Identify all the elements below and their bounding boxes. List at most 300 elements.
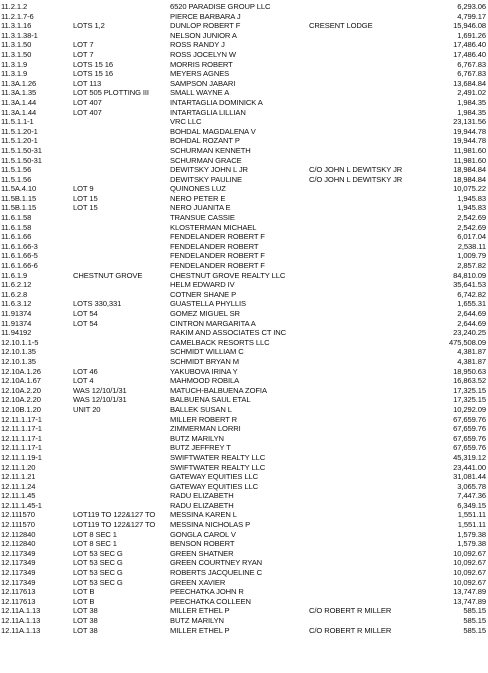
table-row [0,136,488,146]
owner-name: PEECHATKA COLLEEN [170,596,251,606]
parcel-id: 12.117613 [1,587,36,597]
amount: 45,319.12 [453,452,486,462]
lot-description: LOT 53 SEC G [73,568,123,578]
owner-name: ROBERTS JACQUELINE C [170,568,262,578]
parcel-id: 12.111570 [1,520,35,530]
parcel-id: 11.3.1.9 [1,59,28,69]
parcel-id: 12.10.1.35 [1,347,36,357]
amount: 1,655.31 [457,299,486,309]
owner-name: MILLER ETHEL P [170,625,230,635]
table-row [0,434,488,444]
owner-name: SMALL WAYNE A [170,88,230,98]
lot-description: LOT 407 [73,97,102,107]
parcel-id: 11.3A.1.44 [1,97,37,107]
owner-name: GREEN XAVIER [170,577,226,587]
amount: 23,240.25 [453,328,486,338]
parcel-id: 11.91374 [1,309,32,318]
parcel-id: 12.11.1.17-1 [1,424,42,434]
table-row [0,223,488,233]
parcel-id: 12.11.1.19-1 [1,452,42,462]
amount: 23,131.56 [453,117,486,127]
table-row [0,510,488,520]
parcel-id: 11.6.2.8 [1,289,28,299]
lot-description: LOT 15 [73,193,98,203]
table-row [0,597,488,607]
lot-description: LOT119 TO 122&127 TO [73,510,156,520]
owner-name: SWIFTWATER REALTY LLC [170,462,266,472]
amount: 6,767.83 [457,69,486,79]
lot-description: LOTS 330,331 [73,299,122,309]
owner-name: CINTRON MARGARITA A [170,318,256,328]
table-row [0,261,488,271]
amount: 10,075.22 [453,184,486,194]
table-row [0,213,488,223]
parcel-id: 12.11A.1.13 [1,625,41,635]
amount: 1,009.79 [457,251,486,261]
owner-name: INTARTAGLIA LILLIAN [170,107,246,117]
owner-name: MATUCH-BALBUENA ZOFIA [170,385,267,395]
table-row [0,127,488,137]
owner-name: COTNER SHANE P [170,289,237,299]
amount: 11,981.60 [453,145,486,155]
owner-name: MEYERS AGNES [170,69,230,79]
amount: 3,065.78 [457,481,486,491]
table-row [0,530,488,540]
care-of: C/O ROBERT R MILLER [309,606,392,616]
lot-description: CHESTNUT GROVE [73,270,143,280]
parcel-id: 12.117349 [1,577,36,587]
amount: 11,981.60 [453,155,486,165]
lot-description: LOT 7 [73,40,94,50]
owner-name: CHESTNUT GROVE REALTY LLC [170,270,286,280]
lot-description: LOT 4 [73,376,94,386]
parcel-id: 11.6.1.58 [1,222,32,232]
owner-name: INTARTAGLIA DOMINICK A [170,97,263,107]
table-row [0,558,488,568]
amount: 67,659.76 [453,414,486,424]
lot-description: LOT 38 [73,616,98,625]
parcel-id: 12.10A.2.20 [1,385,41,395]
table-row [0,463,488,473]
owner-name: TRANSUE CASSIE [170,213,235,223]
amount: 4,381.87 [457,356,486,366]
parcel-id: 12.11A.1.13 [1,616,41,625]
table-row [0,290,488,300]
parcel-id: 11.3.1.38-1 [1,30,38,40]
owner-name: NERO JUANITA E [170,203,231,213]
parcel-id: 11.3A.1.26 [1,78,37,88]
lot-description: LOT 8 SEC 1 [73,529,117,539]
parcel-id: 11.6.1.66-6 [1,261,38,271]
owner-name: CAMELBACK RESORTS LLC [170,337,270,347]
owner-name: BALLEK SUSAN L [170,404,232,414]
parcel-id: 12.112840 [1,539,36,549]
parcel-id: 11.3.1.50 [1,40,32,50]
owner-name: SWIFTWATER REALTY LLC [170,452,266,462]
table-row [0,98,488,108]
table-row [0,501,488,511]
amount: 1,551.11 [457,510,486,520]
parcel-id: 11.6.1.58 [1,213,32,223]
parcel-id: 12.112840 [1,529,36,539]
table-row [0,31,488,41]
care-of: C/O JOHN L DEWITSKY JR [309,174,403,184]
owner-name: RADU ELIZABETH [170,491,234,501]
parcel-id: 11.94192 [1,328,32,338]
parcel-id: 11.5B.1.15 [1,193,37,203]
lot-description: LOT 7 [73,49,94,59]
amount: 67,659.76 [453,433,486,443]
owner-name: NELSON JUNIOR A [170,30,237,40]
table-row [0,79,488,89]
table-row [0,251,488,261]
amount: 6,293.06 [457,2,486,11]
owner-name: FENDELANDER ROBERT F [170,261,265,271]
owner-name: SAMPSON JABARI [170,78,236,88]
amount: 19,944.78 [453,126,486,136]
table-row [0,328,488,338]
lot-description: LOT 53 SEC G [73,577,123,587]
parcel-id: 11.5.1.56 [1,174,32,184]
table-row [0,299,488,309]
table-row [0,386,488,396]
owner-name: YAKUBOVA IRINA Y [170,366,238,376]
owner-name: MAHMOOD ROBILA [170,376,240,386]
parcel-id: 12.10A.2.20 [1,395,41,405]
parcel-id: 11.5.1.50-31 [1,145,42,155]
owner-name: GATEWAY EQUITIES LLC [170,472,259,482]
amount: 2,538.11 [457,241,486,251]
owner-name: HELM EDWARD IV [170,280,235,290]
lot-description: LOT B [73,587,95,597]
table-row [0,203,488,213]
table-row [0,12,488,22]
owner-name: QUINONES LUZ [170,184,226,194]
owner-name: VRC LLC [170,117,202,127]
table-row [0,568,488,578]
owner-name: BUTZ MARILYN [170,433,224,443]
parcel-id: 11.3.1.50 [1,49,32,59]
owner-name: GONGLA CAROL V [170,529,236,539]
amount: 585.15 [463,616,486,625]
owner-name: 6520 PARADISE GROUP LLC [170,2,271,11]
parcel-id: 12.10A.1.26 [1,366,41,376]
amount: 2,491.02 [457,88,486,98]
parcel-id: 12.11A.1.13 [1,606,41,616]
table-row [0,2,488,12]
parcel-id: 11.6.1.9 [1,270,28,280]
parcel-id: 11.3.1.9 [1,69,28,79]
parcel-id: 12.11.1.21 [1,472,36,482]
lot-description: LOT 407 [73,107,102,117]
owner-name: PEECHATKA JOHN R [170,587,244,597]
lot-description: LOT119 TO 122&127 TO [73,520,156,530]
table-row [0,108,488,118]
owner-name: DUNLOP ROBERT F [170,21,241,31]
lot-description: UNIT 20 [73,404,101,414]
amount: 4,381.87 [457,347,486,357]
parcel-id: 12.10.1.35 [1,356,36,366]
table-row [0,165,488,175]
amount: 2,542.69 [457,213,486,223]
owner-name: FENDELANDER ROBERT F [170,232,265,242]
lot-description: LOTS 1,2 [73,21,105,31]
amount: 1,945.83 [457,203,486,213]
amount: 10,092.67 [453,548,486,558]
amount: 1,579.38 [457,539,486,549]
table-row [0,117,488,127]
lot-description: LOTS 15 16 [73,59,113,69]
amount: 1,691.26 [457,30,486,40]
table-row [0,539,488,549]
owner-name: BOHDAL MAGDALENA V [170,126,256,136]
amount: 18,984.84 [453,174,486,184]
table-row [0,395,488,405]
lot-description: LOT 38 [73,625,98,635]
table-row [0,40,488,50]
amount: 1,945.83 [457,193,486,203]
parcel-id: 12.11.1.45 [1,491,36,501]
parcel-id: 11.2.1.7-6 [1,11,34,21]
lot-description: LOT 38 [73,606,98,616]
tax-listing-table [0,2,488,635]
table-row [0,88,488,98]
owner-name: GREEN SHATNER [170,548,234,558]
amount: 1,984.35 [457,107,486,117]
lot-description: LOT 53 SEC G [73,548,123,558]
table-row [0,376,488,386]
parcel-id: 11.6.3.12 [1,299,32,309]
owner-name: BUTZ MARILYN [170,616,224,625]
lot-description: LOT B [73,596,95,606]
owner-name: DEWITSKY PAULINE [170,174,242,184]
table-row [0,453,488,463]
amount: 35,641.53 [453,280,486,290]
parcel-id: 11.5A.4.10 [1,184,37,194]
owner-name: GOMEZ MIGUEL SR [170,309,240,318]
amount: 19,944.78 [453,136,486,146]
table-row [0,280,488,290]
table-row [0,549,488,559]
owner-name: SCHMIDT WILLIAM C [170,347,244,357]
lot-description: LOT 8 SEC 1 [73,539,117,549]
parcel-id: 11.5.1.20-1 [1,126,38,136]
parcel-id: 11.3.1.16 [1,21,32,31]
amount: 13,684.84 [453,78,486,88]
amount: 10,092.67 [453,558,486,568]
amount: 4,799.17 [457,11,486,21]
table-row [0,405,488,415]
amount: 585.15 [463,606,486,616]
table-row [0,271,488,281]
amount: 18,950.63 [453,366,486,376]
owner-name: RAKIM AND ASSOCIATES CT INC [170,328,287,338]
table-row [0,424,488,434]
parcel-id: 11.3A.1.44 [1,107,37,117]
amount: 17,486.40 [453,49,486,59]
owner-name: MILLER ROBERT R [170,414,238,424]
parcel-id: 11.6.1.66-3 [1,241,38,251]
parcel-id: 12.11.1.24 [1,481,36,491]
table-row [0,578,488,588]
amount: 13,747.89 [453,596,486,606]
parcel-id: 11.6.2.12 [1,280,32,290]
amount: 17,486.40 [453,40,486,50]
care-of: C/O ROBERT R MILLER [309,625,392,635]
amount: 17,325.15 [453,385,486,395]
table-row [0,616,488,626]
table-row [0,21,488,31]
lot-description: LOT 54 [73,318,98,328]
parcel-id: 11.5.1.20-1 [1,136,38,146]
amount: 13,747.89 [453,587,486,597]
table-row [0,242,488,252]
owner-name: SCHURMAN GRACE [170,155,242,165]
table-row [0,319,488,329]
owner-name: BALBUENA SAUL ETAL [170,395,251,405]
amount: 2,644.69 [457,309,486,318]
parcel-id: 12.117349 [1,568,36,578]
table-row [0,491,488,501]
table-row [0,60,488,70]
table-row [0,175,488,185]
amount: 10,092.67 [453,577,486,587]
owner-name: FENDELANDER ROBERT [170,241,259,251]
owner-name: BUTZ JEFFREY T [170,443,231,453]
table-row [0,472,488,482]
owner-name: ZIMMERMAN LORRI [170,424,241,434]
owner-name: ROSS JOCELYN W [170,49,236,59]
amount: 17,325.15 [453,395,486,405]
amount: 475,508.09 [448,337,486,347]
table-row [0,69,488,79]
amount: 67,659.76 [453,424,486,434]
table-row [0,587,488,597]
parcel-id: 11.2.1.2 [1,2,28,11]
table-row [0,626,488,636]
amount: 7,447.36 [457,491,486,501]
amount: 15,946.08 [453,21,486,31]
parcel-id: 12.11.1.20 [1,462,36,472]
amount: 10,092.67 [453,568,486,578]
parcel-id: 12.10.1.1-5 [1,337,39,347]
owner-name: MORRIS ROBERT [170,59,233,69]
table-row [0,520,488,530]
parcel-id: 11.5B.1.15 [1,203,37,213]
amount: 23,441.00 [453,462,486,472]
parcel-id: 12.11.1.17-1 [1,433,42,443]
amount: 2,542.69 [457,222,486,232]
owner-name: MESSINA KAREN L [170,510,237,520]
lot-description: LOT 505 PLOTTING III [73,88,149,98]
table-row [0,232,488,242]
table-row [0,415,488,425]
amount: 10,292.09 [453,404,486,414]
table-row [0,482,488,492]
parcel-id: 12.10B.1.20 [1,404,41,414]
table-row [0,338,488,348]
lot-description: LOT 53 SEC G [73,558,123,568]
amount: 2,644.69 [457,318,486,328]
owner-name: GREEN COURTNEY RYAN [170,558,263,568]
table-row [0,50,488,60]
parcel-id: 12.117349 [1,548,36,558]
amount: 6,742.82 [457,289,486,299]
table-row [0,606,488,616]
owner-name: NERO PETER E [170,193,226,203]
table-row [0,156,488,166]
parcel-id: 11.6.1.66 [1,232,32,242]
lot-description: LOT 113 [73,78,102,88]
table-row [0,309,488,319]
lot-description: LOT 15 [73,203,98,213]
owner-name: GATEWAY EQUITIES LLC [170,481,259,491]
amount: 67,659.76 [453,443,486,453]
lot-description: LOT 54 [73,309,98,318]
parcel-id: 11.6.1.66-5 [1,251,38,261]
owner-name: BENSON ROBERT [170,539,235,549]
care-of: C/O JOHN L DEWITSKY JR [309,165,403,175]
owner-name: RADU ELIZABETH [170,500,234,510]
owner-name: MILLER ETHEL P [170,606,230,616]
amount: 1,984.35 [457,97,486,107]
parcel-id: 12.11.1.45-1 [1,500,42,510]
table-row [0,443,488,453]
lot-description: WAS 12/10/1/31 [73,395,127,405]
amount: 31,081.44 [453,472,486,482]
lot-description: LOT 46 [73,366,98,376]
parcel-id: 11.5.1.1-1 [1,117,34,127]
parcel-id: 11.5.1.50-31 [1,155,42,165]
parcel-id: 12.111570 [1,510,35,520]
parcel-id: 11.91374 [1,318,32,328]
owner-name: FENDELANDER ROBERT F [170,251,265,261]
table-row [0,347,488,357]
parcel-id: 11.3A.1.35 [1,88,37,98]
owner-name: BOHDAL ROZANT P [170,136,240,146]
amount: 1,579.38 [457,529,486,539]
amount: 6,017.04 [457,232,486,242]
parcel-id: 12.11.1.17-1 [1,443,42,453]
owner-name: ROSS RANDY J [170,40,225,50]
table-row [0,194,488,204]
lot-description: LOTS 15 16 [73,69,113,79]
lot-description: LOT 9 [73,184,94,194]
parcel-id: 12.117613 [1,596,36,606]
amount: 6,767.83 [457,59,486,69]
amount: 84,810.09 [453,270,486,280]
owner-name: PIERCE BARBARA J [170,11,241,21]
owner-name: MESSINA NICHOLAS P [170,520,251,530]
parcel-id: 11.5.1.56 [1,165,32,175]
amount: 18,984.84 [453,165,486,175]
amount: 16,863.52 [453,376,486,386]
care-of: CRESENT LODGE [309,21,373,31]
table-row [0,367,488,377]
owner-name: GUASTELLA PHYLLIS [170,299,246,309]
owner-name: DEWITSKY JOHN L JR [170,165,248,175]
amount: 585.15 [463,625,486,635]
amount: 2,857.82 [457,261,486,271]
parcel-id: 12.10A.1.67 [1,376,41,386]
table-row [0,184,488,194]
table-row [0,146,488,156]
parcel-id: 12.11.1.17-1 [1,414,42,424]
owner-name: SCHMIDT BRYAN M [170,356,239,366]
lot-description: WAS 12/10/1/31 [73,385,127,395]
amount: 6,349.15 [457,500,486,510]
owner-name: SCHURMAN KENNETH [170,145,251,155]
